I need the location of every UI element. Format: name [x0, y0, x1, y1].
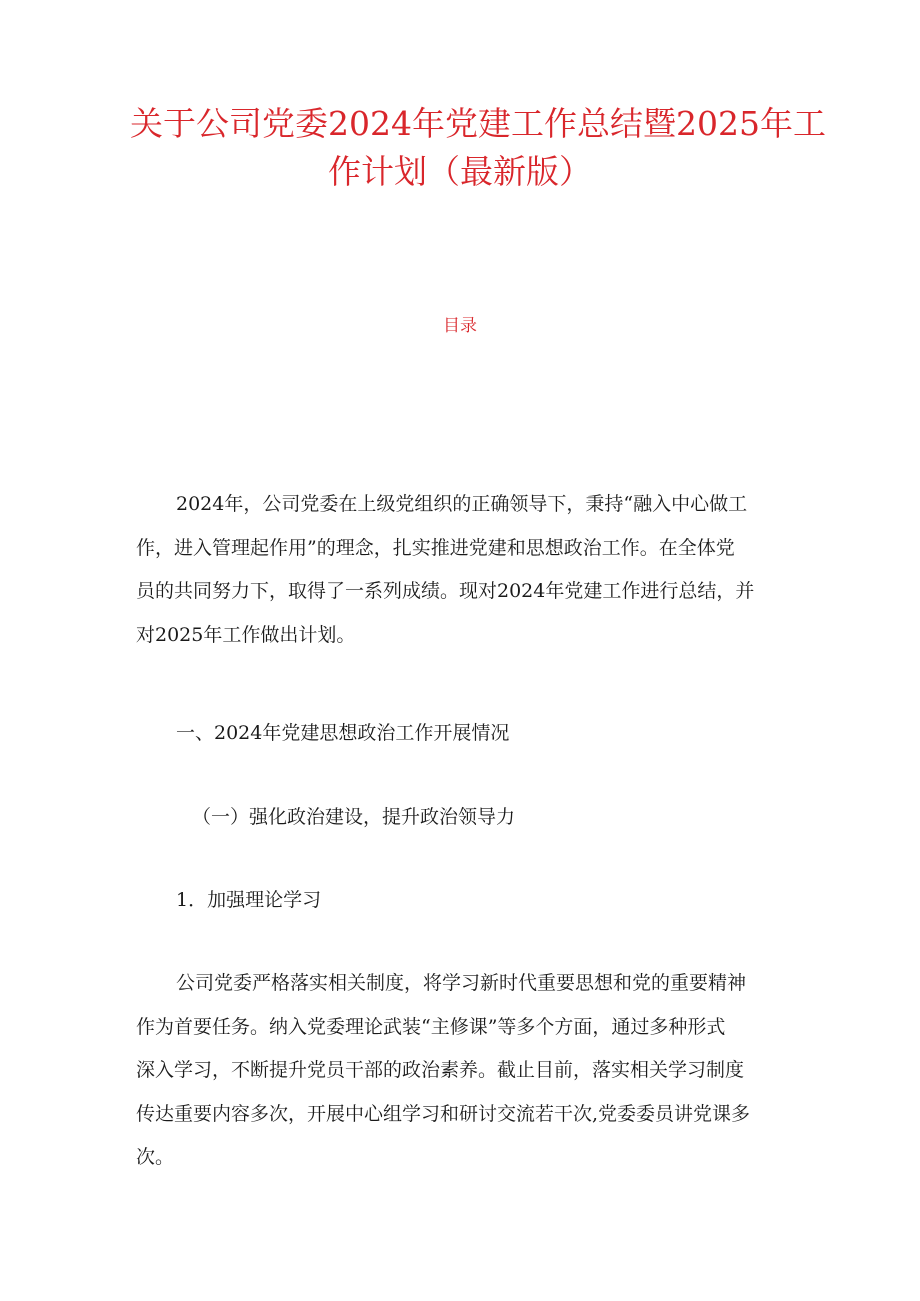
section-heading-1: 一、2024年党建思想政治工作开展情况 [176, 722, 510, 744]
study-line: 深入学习，不断提升党员干部的政治素养。截止目前，落实相关学习制度 [136, 1059, 745, 1081]
section-heading-1-1-1: 1．加强理论学习 [176, 889, 322, 911]
study-line: 作为首要任务。纳入党委理论武装“主修课”等多个方面，通过多种形式 [136, 1015, 726, 1038]
study-line: 公司党委严格落实相关制度，将学习新时代重要思想和党的重要精神 [176, 972, 747, 994]
intro-line: 对2025年工作做出计划。 [136, 623, 356, 646]
intro-paragraph [136, 483, 786, 657]
title-line-2: 作计划（最新版） [328, 152, 592, 191]
section-heading-1-1: （一）强化政治建设，提升政治领导力 [192, 806, 516, 828]
study-paragraph [136, 962, 786, 1180]
intro-line: 员的共同努力下，取得了一系列成绩。现对2024年党建工作进行总结，并 [136, 580, 755, 602]
toc-label: 目录 [443, 316, 477, 336]
study-line: 传达重要内容多次，开展中心组学习和研讨交流若干次,党委委员讲党课多 [136, 1102, 751, 1125]
intro-line: 2024年，公司党委在上级党组织的正确领导下，秉持“融入中心做工 [176, 493, 748, 515]
intro-line: 作，进入管理起作用”的理念，扎实推进党建和思想政治工作。在全体党 [136, 536, 735, 559]
study-line: 次。 [136, 1146, 175, 1168]
title-line-1: 关于公司党委2024年党建工作总结暨2025年工 [130, 104, 826, 143]
document-title [130, 100, 826, 196]
